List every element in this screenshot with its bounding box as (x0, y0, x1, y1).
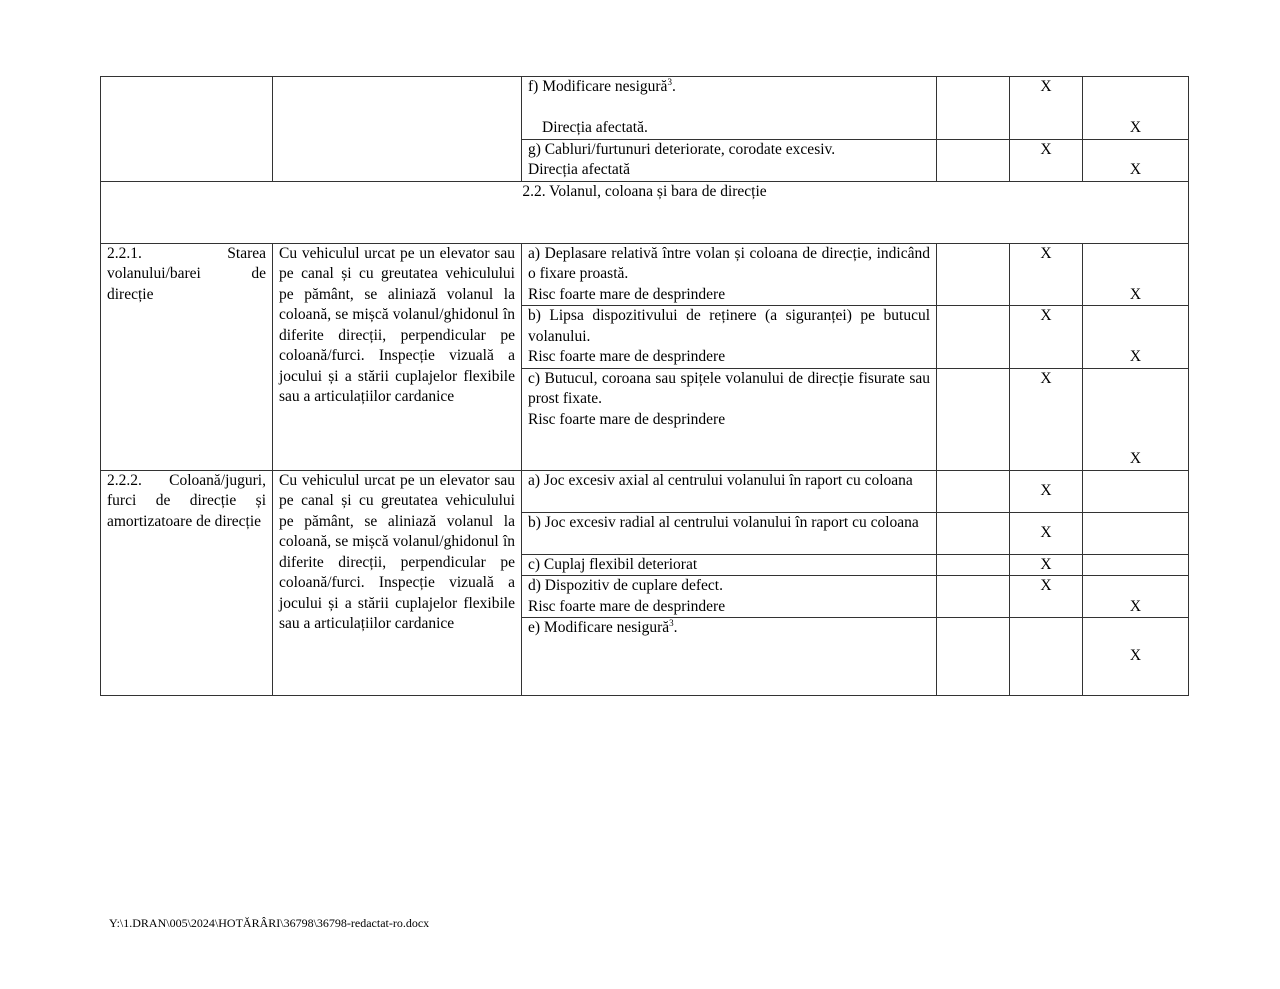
defect-cell (522, 618, 937, 696)
empty-item-cell (101, 77, 273, 182)
dangerous-mark-cell (1083, 306, 1189, 369)
defect-text-dot: . (673, 619, 678, 636)
major-mark: X (1040, 244, 1052, 262)
inspection-table (100, 76, 1189, 696)
section-title: 2.2. Volanul, coloana și bara de direcție (101, 181, 1189, 243)
defect-cell (522, 554, 937, 576)
dangerous-mark: X (1129, 647, 1142, 665)
defect-text: d) Dispozitiv de cuplare defect. (528, 577, 723, 594)
major-mark: X (1040, 523, 1052, 541)
defect-note: Risc foarte mare de desprindere (528, 597, 726, 615)
empty-minor-cell (937, 77, 1010, 140)
empty-minor-cell (937, 554, 1010, 576)
defect-text: g) Cabluri/furtunuri deteriorate, corodate excesiv. (528, 140, 836, 158)
defect-cell (522, 306, 937, 369)
defect-text: e) Modificare nesigură (528, 619, 670, 636)
dangerous-mark: X (1129, 597, 1142, 615)
section-row (101, 181, 1189, 243)
empty-minor-cell (937, 368, 1010, 470)
table-row (101, 77, 1189, 140)
table-row (101, 243, 1189, 306)
defect-note: Direcția afectată. (542, 119, 648, 136)
defect-cell (522, 243, 937, 306)
defect-cell (522, 512, 937, 554)
major-mark: X (1040, 140, 1052, 158)
major-mark: X (1040, 307, 1052, 324)
empty-minor-cell (937, 618, 1010, 696)
major-mark-cell (1010, 139, 1083, 181)
empty-dangerous-cell (1083, 554, 1189, 576)
defect-text: a) Joc excesiv axial al centrului volanului în raport cu coloana (528, 471, 913, 489)
empty-minor-cell (937, 512, 1010, 554)
defect-text-dot: . (671, 78, 676, 95)
dangerous-mark: X (1129, 450, 1142, 467)
major-mark: X (1040, 555, 1052, 573)
footnote-ref: 3 (667, 76, 672, 87)
defect-cell (522, 139, 937, 181)
major-mark-cell (1010, 554, 1083, 576)
item-title-start: Starea (227, 244, 266, 262)
defect-text: a) Deplasare relativă între volan și coloana de direcție, indicând o fixare proastă. (528, 244, 930, 282)
defect-note: Risc foarte mare de desprindere (528, 410, 726, 428)
defect-cell (522, 470, 937, 512)
major-mark-cell (1010, 243, 1083, 306)
dangerous-mark: X (1129, 348, 1142, 365)
method-cell: Cu vehiculul urcat pe un elevator sau pe canal și cu greutatea vehiculului pe pământ, se aliniază volanul la coloană, se mișcă volanul/ghidonul în diferite direcții, perpendicular pe coloană/furci. Inspecție vizuală a jocului și a stării cuplajelor flexibile sau a articulațiilor cardanice (273, 243, 522, 470)
empty-minor-cell (937, 576, 1010, 618)
empty-minor-cell (937, 306, 1010, 369)
dangerous-mark-cell (1083, 139, 1189, 181)
item-id-cell (101, 243, 273, 470)
empty-method-cell (273, 77, 522, 182)
defect-cell (522, 576, 937, 618)
defect-cell (522, 368, 937, 470)
major-mark-cell (1010, 512, 1083, 554)
defect-text: b) Joc excesiv radial al centrului volanului în raport cu coloana (528, 513, 919, 531)
empty-dangerous-cell (1083, 470, 1189, 512)
empty-dangerous-cell (1083, 512, 1189, 554)
method-cell: Cu vehiculul urcat pe un elevator sau pe canal și cu greutatea vehiculului pe pământ, se aliniază volanul la coloană, se mișcă volanul/ghidonul în diferite direcții, perpendicular pe coloană/furci. Inspecție vizuală a jocului și a stării cuplajelor flexibile sau a articulațiilor cardanice (273, 470, 522, 696)
major-mark-cell (1010, 306, 1083, 369)
file-path-footer: Y:\1.DRAN\005\2024\HOTĂRÂRI\36798\36798-redactat-ro.docx (109, 916, 430, 930)
table-row (101, 470, 1189, 512)
item-id-cell: 2.2.2. Coloană/juguri, furci de direcție și amortizatoare de direcție (101, 470, 273, 696)
defect-text: c) Butucul, coroana sau spițele volanului de direcție fisurate sau prost fixate. (528, 369, 930, 407)
dangerous-mark-cell (1083, 243, 1189, 306)
defect-cell (522, 77, 937, 140)
defect-note: Risc foarte mare de desprindere (528, 348, 726, 365)
major-mark: X (1040, 481, 1052, 499)
defect-note: Risc foarte mare de desprindere (528, 285, 726, 303)
empty-minor-cell (937, 470, 1010, 512)
major-mark: X (1040, 78, 1052, 95)
defect-note: Direcția afectată (528, 161, 630, 178)
empty-minor-cell (937, 243, 1010, 306)
defect-text: c) Cuplaj flexibil deteriorat (528, 555, 698, 573)
empty-minor-cell (937, 139, 1010, 181)
dangerous-mark: X (1129, 119, 1142, 136)
dangerous-mark-cell (1083, 576, 1189, 618)
major-mark-cell (1010, 576, 1083, 618)
major-mark-cell (1010, 77, 1083, 140)
defect-text: b) Lipsa dispozitivului de reținere (a siguranței) pe butucul volanului. (528, 307, 930, 345)
major-mark-cell (1010, 470, 1083, 512)
dangerous-mark: X (1129, 161, 1142, 178)
empty-major-cell (1010, 618, 1083, 696)
dangerous-mark-cell (1083, 77, 1189, 140)
major-mark: X (1040, 577, 1052, 594)
defect-text: f) Modificare nesigură (528, 78, 668, 95)
dangerous-mark-cell (1083, 368, 1189, 470)
item-title: volanului/barei de direcție (107, 265, 266, 303)
major-mark-cell (1010, 368, 1083, 470)
item-number: 2.2.1. (107, 244, 142, 262)
footnote-ref: 3 (669, 617, 674, 628)
dangerous-mark-cell (1083, 618, 1189, 696)
major-mark: X (1040, 369, 1052, 387)
dangerous-mark: X (1129, 285, 1142, 303)
